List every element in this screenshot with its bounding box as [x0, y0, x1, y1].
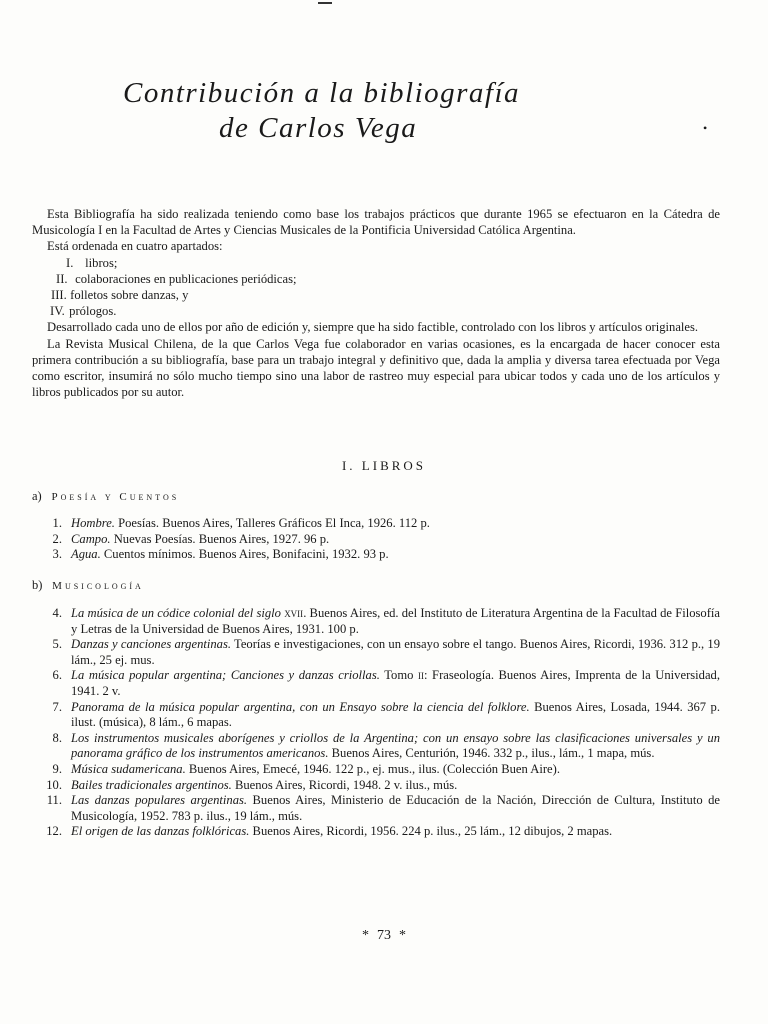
title-line-2: de Carlos Vega	[219, 112, 418, 144]
apartado-item	[32, 303, 720, 319]
apartado-item	[32, 271, 720, 287]
subsection-label: Musicología	[52, 580, 144, 592]
apartado-text: prólogos.	[69, 304, 117, 319]
apartado-item	[32, 287, 720, 303]
list-item	[32, 700, 720, 731]
entry-number: 4.	[52, 606, 62, 620]
footer-star-right: *	[399, 928, 406, 943]
entry-title: Danzas y canciones argentinas.	[71, 637, 232, 652]
apartado-roman: III.	[51, 288, 67, 303]
entry-title: La música de un códice colonial del siglo	[71, 606, 281, 620]
entry-details: Buenos Aires, Losada, 1944. 367 p. ilust. (música), 8 lám., 6 mapas.	[71, 699, 720, 730]
entry-details: Buenos Aires, Ricordi, 1948. 2 v. ilus., mús.	[231, 777, 458, 792]
page-footer	[0, 928, 768, 944]
entry-number: 5.	[52, 637, 62, 652]
apartado-text: folletos sobre danzas, y	[70, 288, 189, 303]
entry-title: Música sudamericana.	[71, 761, 186, 776]
apartado-item	[32, 255, 720, 271]
intro-paragraph-4: La Revista Musical Chilena, de la que Carlos Vega fue colaborador en varias ocasiones, es la encargada de hacer conocer esta primera contribución a su bibliografía, base para un trabajo integral y definitivo que, dada la amplia y diversa tarea efectuada por Vega como escritor, insumirá no sólo mucho tiempo sino una labor de rastreo muy especial para ubicar todos y cada uno de los artículos y libros publicados por su autor.	[32, 336, 720, 400]
subsection-label: Poesía y Cuentos	[51, 491, 180, 503]
intro-paragraph-3: Desarrollado cada uno de ellos por año de edición y, siempre que ha sido factible, controlado con los libros y artículos originales.	[47, 320, 699, 335]
entry-details: Cuentos mínimos. Buenos Aires, Bonifacini, 1932. 93 p.	[100, 547, 389, 562]
apartado-text: colaboraciones en publicaciones periódicas;	[75, 271, 297, 286]
entry-details: Buenos Aires, Emecé, 1946. 122 p., ej. mus., ilus. (Colección Buen Aire).	[185, 761, 560, 776]
footer-star-left: *	[362, 928, 369, 943]
title-line-1: Contribución a la bibliografía	[123, 77, 521, 109]
entry-title: La música popular argentina; Canciones y danzas criollas.	[71, 668, 380, 683]
entry-number: 8.	[52, 730, 62, 745]
entry-details: Buenos Aires, Ricordi, 1956. 224 p. ilus., 25 lám., 12 dibujos, 2 mapas.	[249, 824, 613, 839]
subsection-heading-musicologia	[32, 578, 144, 593]
list-item	[32, 778, 720, 794]
intro-paragraph-2: Está ordenada en cuatro apartados:	[47, 239, 223, 254]
entry-number: 2.	[52, 531, 62, 546]
entry-title: Panorama de la música popular argentina, con un Ensayo sobre la ciencia del folklore.	[71, 699, 530, 714]
entry-number: 7.	[52, 699, 62, 714]
list-item	[32, 824, 720, 840]
entry-title: Campo.	[71, 531, 111, 546]
entry-details: Buenos Aires, Ministerio de Educación de la Nación, Dirección de Cultura, Instituto de Musicología, 1952. 783 p. ilus., 19 lám., mús.	[71, 793, 720, 823]
entry-number: 9.	[52, 761, 62, 776]
entry-title: Bailes tradicionales argentinos.	[71, 777, 232, 792]
margin-dot: •	[703, 121, 708, 135]
entry-tomo: ii	[418, 668, 424, 683]
entry-century: xvii	[284, 606, 304, 620]
entries-poesia	[32, 516, 720, 563]
entry-details-2: : Fraseología. Buenos Aires, Imprenta de la Universidad, 1941. 2 v.	[71, 668, 720, 698]
entry-number: 10.	[46, 777, 62, 792]
intro-paragraph-1: Esta Bibliografía ha sido realizada teniendo como base los trabajos prácticos que durante 1965 se efectuaron en la Cátedra de Musicología I en la Facultad de Artes y Ciencias Musicales de la Pontificia Universidad Católica Argentina.	[32, 207, 720, 238]
intro-text	[32, 206, 720, 400]
entry-details: . Buenos Aires, ed. del Instituto de Literatura Argentina de la Facultad de Filosofía y Letras de la Universidad de Buenos Aires, 1931. 100 p.	[71, 606, 720, 636]
list-item	[32, 532, 720, 548]
apartado-text: libros;	[85, 255, 118, 270]
subsection-letter: a)	[32, 489, 42, 503]
entry-details: Poesías. Buenos Aires, Talleres Gráficos El Inca, 1926. 112 p.	[114, 516, 430, 530]
apartado-roman: IV.	[50, 304, 65, 319]
list-item	[32, 793, 720, 824]
subsection-letter: b)	[32, 578, 43, 592]
entry-details: Teorías e investigaciones, con un ensayo sobre el tango. Buenos Aires, Ricordi, 1936. 312 p., 19 lám., 25 ej. mus.	[71, 637, 720, 667]
entry-title: Hombre.	[71, 516, 115, 530]
entries-musicologia	[32, 606, 720, 840]
entry-details: Buenos Aires, Centurión, 1946. 332 p., ilus., lám., 1 mapa, mús.	[328, 746, 655, 761]
entry-number: 12.	[46, 824, 62, 839]
apartado-roman: I.	[66, 255, 74, 270]
list-item	[32, 731, 720, 762]
page-number: 73	[377, 928, 391, 943]
page-title	[0, 76, 768, 146]
entry-title: Los instrumentos musicales aborígenes y criollos de la Argentina; con un ensayo sobre las clasificaciones universales y un panorama gráfico de los instrumentos americanos.	[71, 730, 720, 761]
entry-title: El origen de las danzas folklóricas.	[71, 824, 250, 839]
list-item	[32, 668, 720, 699]
entry-number: 6.	[52, 668, 62, 683]
entry-number: 3.	[52, 547, 62, 562]
list-item	[32, 762, 720, 778]
list-item	[32, 547, 720, 563]
subsection-heading-poesia	[32, 489, 179, 504]
entry-details: Tomo	[379, 668, 418, 683]
apartado-roman: II.	[56, 271, 68, 286]
top-mark	[318, 2, 332, 4]
list-item	[32, 516, 720, 532]
entry-number: 11.	[46, 793, 62, 808]
list-item	[32, 606, 720, 637]
section-heading: I. LIBROS	[341, 458, 427, 473]
entry-title: Agua.	[71, 547, 101, 562]
entry-number: 1.	[52, 516, 62, 530]
entry-title: Las danzas populares argentinas.	[71, 793, 248, 808]
entry-details: Nuevas Poesías. Buenos Aires, 1927. 96 p.	[110, 531, 330, 546]
list-item	[32, 637, 720, 668]
